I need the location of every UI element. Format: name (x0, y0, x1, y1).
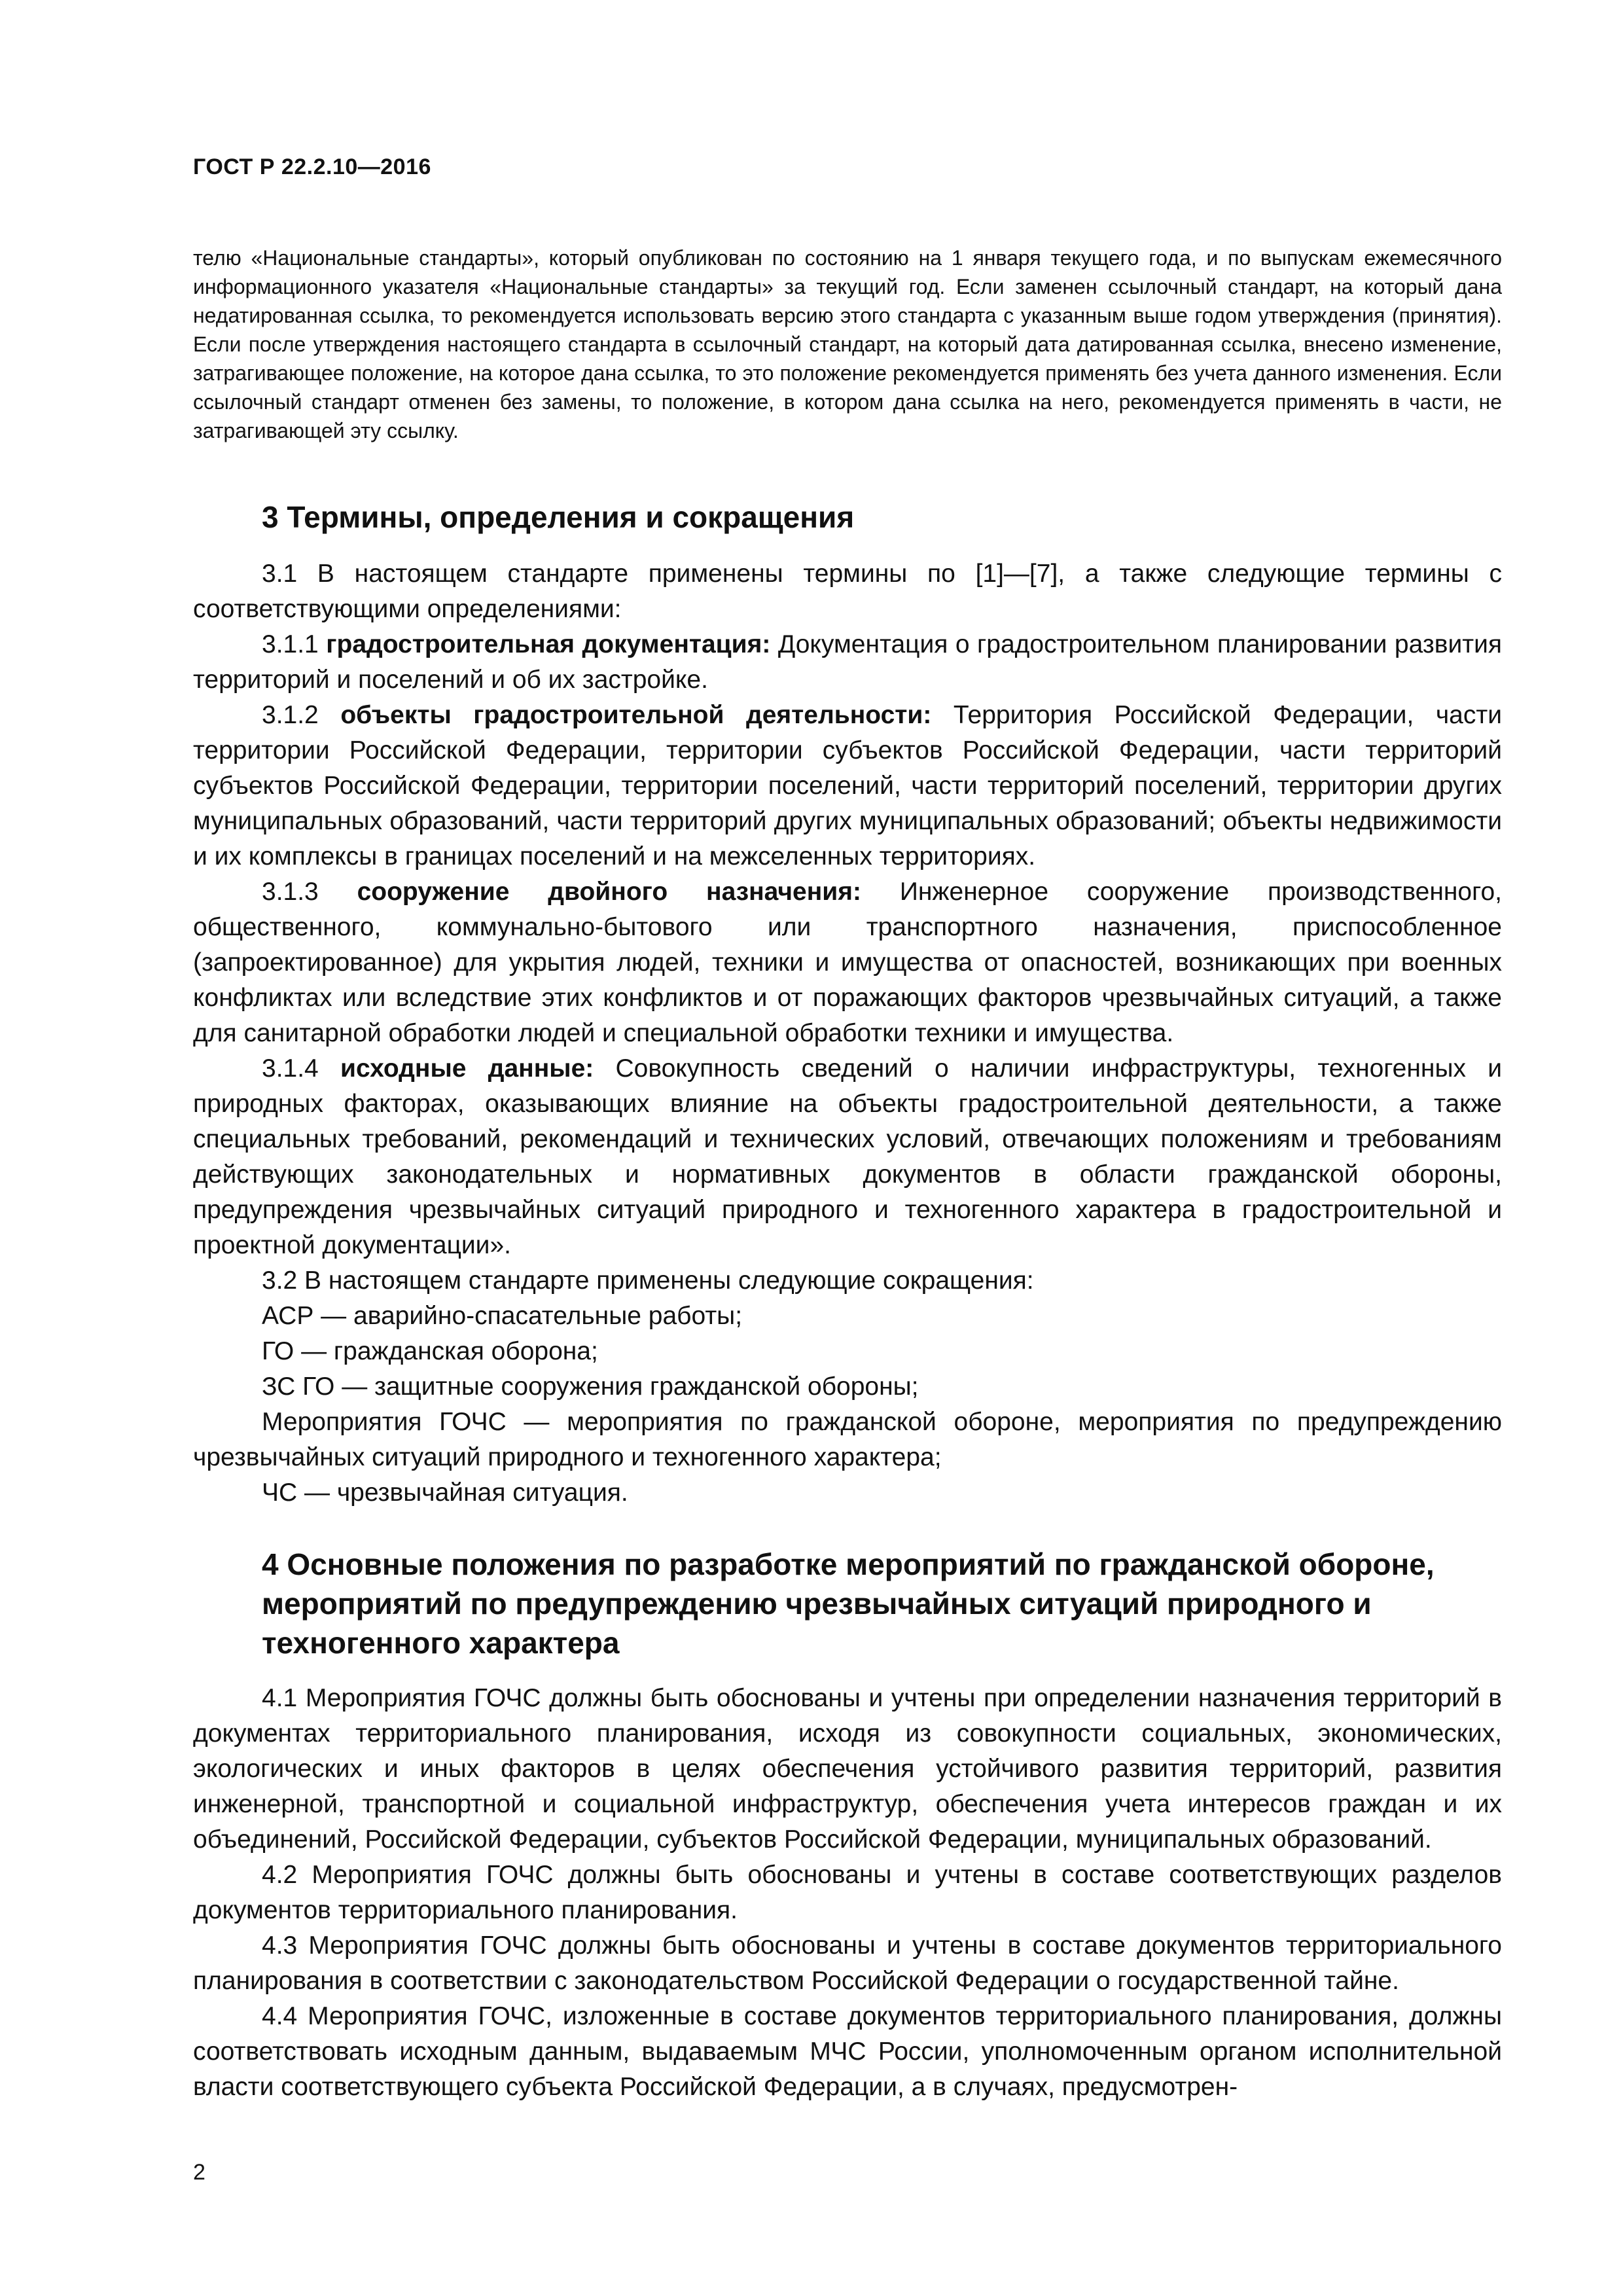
intro-paragraph: телю «Национальные стандарты», который опубликован по состоянию на 1 января текущего года, и по выпускам ежемесячного информационного указателя «Национальные стандарты» за текущий год. Если заменен ссылочный стандарт, на который дана недатированная ссылка, то рекомендуется использовать версию этого стандарта с указанным выше годом утверждения (принятия). Если после утверждения настоящего стандарта в ссылочный стандарт, на который дата датированная ссылка, внесено изменение, затрагивающее положение, на которое дана ссылка, то это положение рекомендуется применять без учета данного изменения. Если ссылочный стандарт отменен без замены, то положение, в котором дана ссылка на него, рекомендуется применять в части, не затрагивающей эту ссылку. (193, 246, 1502, 442)
term-3-1-1 (193, 627, 1502, 698)
term-definition: Территория Российской Федерации, части территории Российской Федерации, территории субъектов Российской Федерации, части территорий субъектов Российской Федерации, территории поселений, части территорий поселений, территории других муниципальных образований, части территорий других муниципальных образований; объекты недвижимости и их комплексы в границах поселений и на межселенных территориях. (193, 701, 1502, 870)
term-title: сооружение двойного назначения: (357, 878, 862, 906)
paragraph-3-2: 3.2 В настоящем стандарте применены следующие сокращения: (262, 1266, 1034, 1295)
term-3-1-2 (193, 698, 1502, 874)
term-number: 3.1.4 (262, 1054, 319, 1083)
paragraph-3-1: 3.1 В настоящем стандарте применены термины по [1]—[7], а также следующие термины с соответствующими определениями: (193, 560, 1502, 623)
term-number: 3.1.2 (262, 701, 319, 729)
term-definition: Инженерное сооружение производственного, общественного, коммунально-бытового или транспортного назначения, приспособленное (запроектированное) для укрытия людей, техники и имущества от опасностей, возникающих при военных конфликтах или вследствие этих конфликтов и от поражающих факторов чрезвычайных ситуаций, а также для санитарной обработки людей и специальной обработки техники и имущества. (193, 878, 1502, 1047)
paragraph-4-4: 4.4 Мероприятия ГОЧС, изложенные в составе документов территориального планирования, должны соответствовать исходным данным, выдаваемым МЧС России, уполномоченным органом исполнительной власти соответствующего субъекта Российской Федерации, а в случаях, предусмотрен- (193, 2002, 1502, 2101)
section-4-heading: 4 Основные положения по разработке мероприятий по гражданской обороне, мероприятий по предупреждению чрезвычайных ситуаций природного и техногенного характера (262, 1547, 1435, 1660)
term-number: 3.1.1 (262, 630, 319, 658)
term-title: исходные данные: (340, 1054, 594, 1083)
term-3-1-3 (193, 874, 1502, 1051)
term-title: объекты градостроительной деятельности: (340, 701, 932, 729)
main-content (193, 497, 1502, 2105)
section-3-heading: 3 Термины, определения и сокращения (262, 500, 855, 534)
paragraph-4-3: 4.3 Мероприятия ГОЧС должны быть обоснованы и учтены в составе документов территориального планирования в соответствии с законодательством Российской Федерации о государственной тайне. (193, 1931, 1502, 1995)
abbreviation-item: ЧС — чрезвычайная ситуация. (262, 1479, 628, 1507)
paragraph-4-1: 4.1 Мероприятия ГОЧС должны быть обоснованы и учтены при определении назначения территорий в документах территориального планирования, исходя из совокупности социальных, экономических, экологических и иных факторов в целях обеспечения устойчивого развития территорий, развития инженерной, транспортной и социальной инфраструктур, обеспечения учета интересов граждан и их объединений, Российской Федерации, субъектов Российской Федерации, муниципальных образований. (193, 1684, 1502, 1854)
page-number: 2 (193, 2160, 205, 2185)
term-title: градостроительная документация: (326, 630, 771, 658)
term-3-1-4 (193, 1051, 1502, 1263)
abbreviation-item: АСР — аварийно-спасательные работы; (262, 1302, 743, 1330)
term-definition: Совокупность сведений о наличии инфраструктуры, техногенных и природных факторах, оказывающих влияние на объекты градостроительной деятельности, а также специальных требований, рекомендаций и технических условий, отвечающих положениям и требованиям действующих законодательных и нормативных документов в области гражданской обороны, предупреждения чрезвычайных ситуаций природного и техногенного характера в градостроительной и проектной документации». (193, 1054, 1502, 1259)
paragraph-4-2: 4.2 Мероприятия ГОЧС должны быть обоснованы и учтены в составе соответствующих разделов документов территориального планирования. (193, 1861, 1502, 1924)
term-number: 3.1.3 (262, 878, 319, 906)
abbreviation-item: ГО — гражданская оборона; (262, 1337, 598, 1365)
term-definition: Документация о градостроительном планировании развития территорий и поселений и об их застройке. (193, 630, 1502, 694)
abbreviation-item: Мероприятия ГОЧС — мероприятия по гражданской обороне, мероприятия по предупреждению чрезвычайных ситуаций природного и техногенного характера; (193, 1408, 1502, 1471)
document-code-header: ГОСТ Р 22.2.10—2016 (193, 154, 431, 179)
abbreviation-item: ЗС ГО — защитные сооружения гражданской обороны; (262, 1372, 919, 1401)
